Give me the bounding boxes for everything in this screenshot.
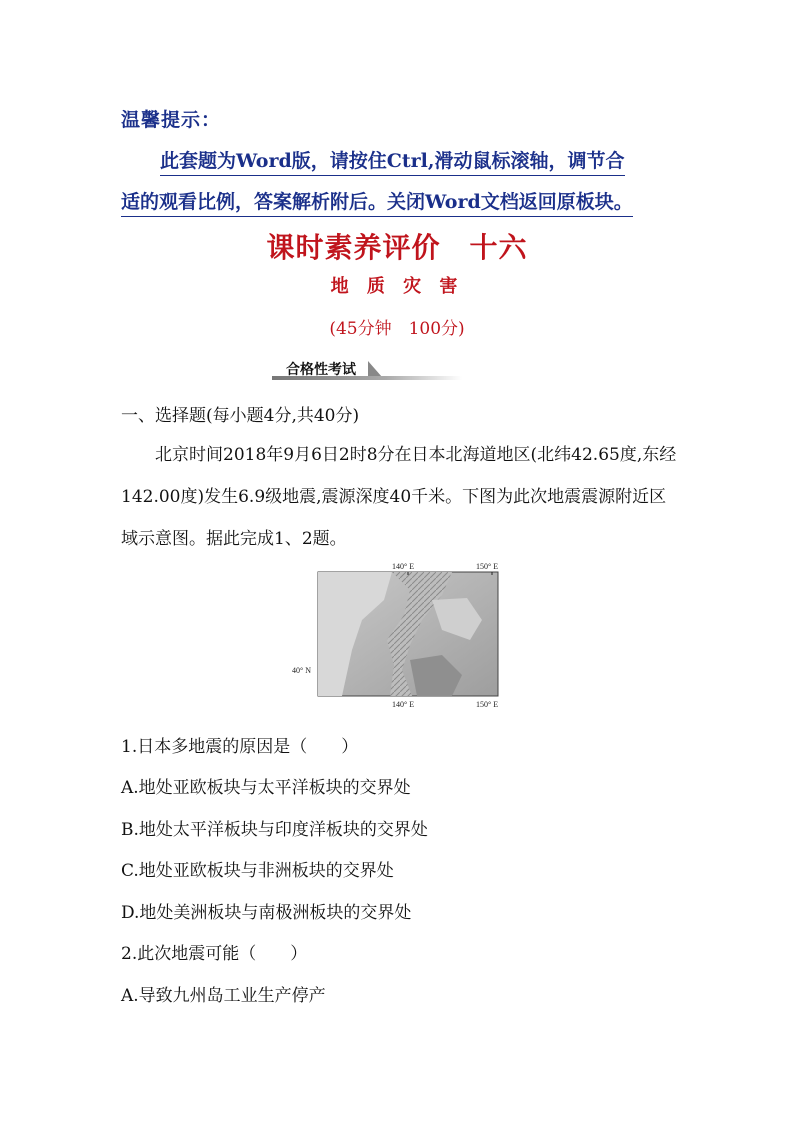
map-side-label: 40° N xyxy=(292,666,311,675)
section-tab xyxy=(272,357,462,381)
map-bottom-label-left: 140° E xyxy=(392,700,415,709)
page-subtitle: 地 质 灾 害 xyxy=(330,276,464,297)
page-title: 课时素养评价 十六 xyxy=(266,231,528,264)
relief-map-svg xyxy=(292,560,502,712)
map-top-label-left: 140° E xyxy=(392,562,415,571)
passage-text: 北京时间2018年9月6日2时8分在日本北海道地区(北纬42.65度,东经142.00度)发生6.9级地震,震源深度40千米。下图为此次地震震源附近区域示意图。据此完成1、2题。 xyxy=(121,445,677,549)
question-1-stem: 1.日本多地震的原因是（ ） xyxy=(121,737,359,757)
tip-title: 温馨提示： xyxy=(121,109,222,131)
relief-map xyxy=(292,560,502,712)
map-top-label-right: 150° E xyxy=(476,562,499,571)
passage xyxy=(121,434,681,560)
question-1-option-b: B.地处太平洋板块与印度洋板块的交界处 xyxy=(121,820,428,840)
time-limit: (45分钟 100分) xyxy=(329,319,465,339)
map-bottom-label-right: 150° E xyxy=(476,700,499,709)
question-1-option-a: A.地处亚欧板块与太平洋板块的交界处 xyxy=(121,778,411,798)
tip-line-2: 适的观看比例，答案解析附后。关闭Word文档返回原板块。 xyxy=(121,187,633,217)
section-tab-wedge xyxy=(368,361,382,377)
question-heading: 一、选择题(每小题4分,共40分) xyxy=(121,406,360,426)
section-tab-label: 合格性考试 xyxy=(286,362,356,378)
tip-line-1: 此套题为Word版，请按住Ctrl,滑动鼠标滚轴，调节合 xyxy=(160,146,625,176)
question-2-stem: 2.此次地震可能（ ） xyxy=(121,944,308,964)
question-2-option-a: A.导致九州岛工业生产停产 xyxy=(121,986,326,1006)
question-1-option-c: C.地处亚欧板块与非洲板块的交界处 xyxy=(121,861,394,881)
question-1-option-d: D.地处美洲板块与南极洲板块的交界处 xyxy=(121,903,412,923)
